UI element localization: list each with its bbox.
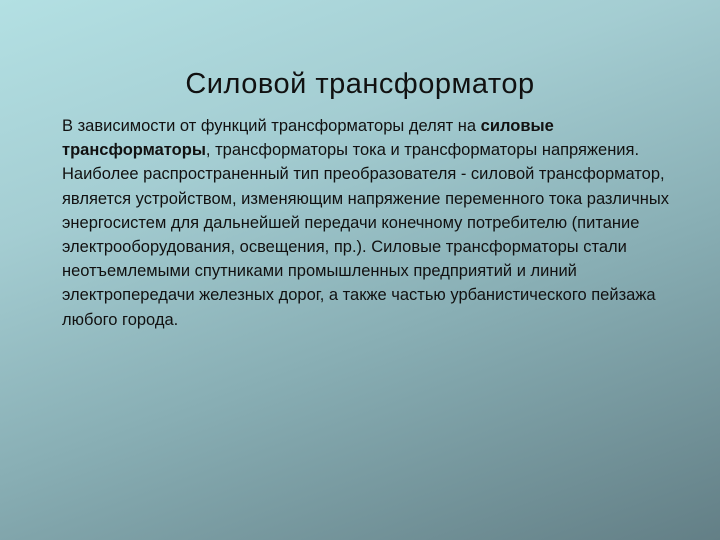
body-rest: , трансформаторы тока и трансформаторы напряжения. Наиболее распространенный тип преобразователя - силовой трансформатор, является устройством, изменяющим напряжение переменного тока различных энергосистем для дальнейшей передачи конечному потребителю (питание электрооборудования, освещения, пр.). Силовые трансформаторы стали неотъемлемыми спутниками промышленных предприятий и линий электропередачи железных дорог, а также частью урбанистического пейзажа любого города.	[62, 141, 669, 329]
body-paragraph	[62, 114, 672, 332]
body-intro: В зависимости от функций трансформаторы делят на	[62, 117, 481, 135]
slide-body	[62, 114, 672, 332]
body-bold-term: силовые трансформаторы	[62, 117, 554, 160]
slide-title: Силовой трансформатор	[185, 68, 535, 100]
